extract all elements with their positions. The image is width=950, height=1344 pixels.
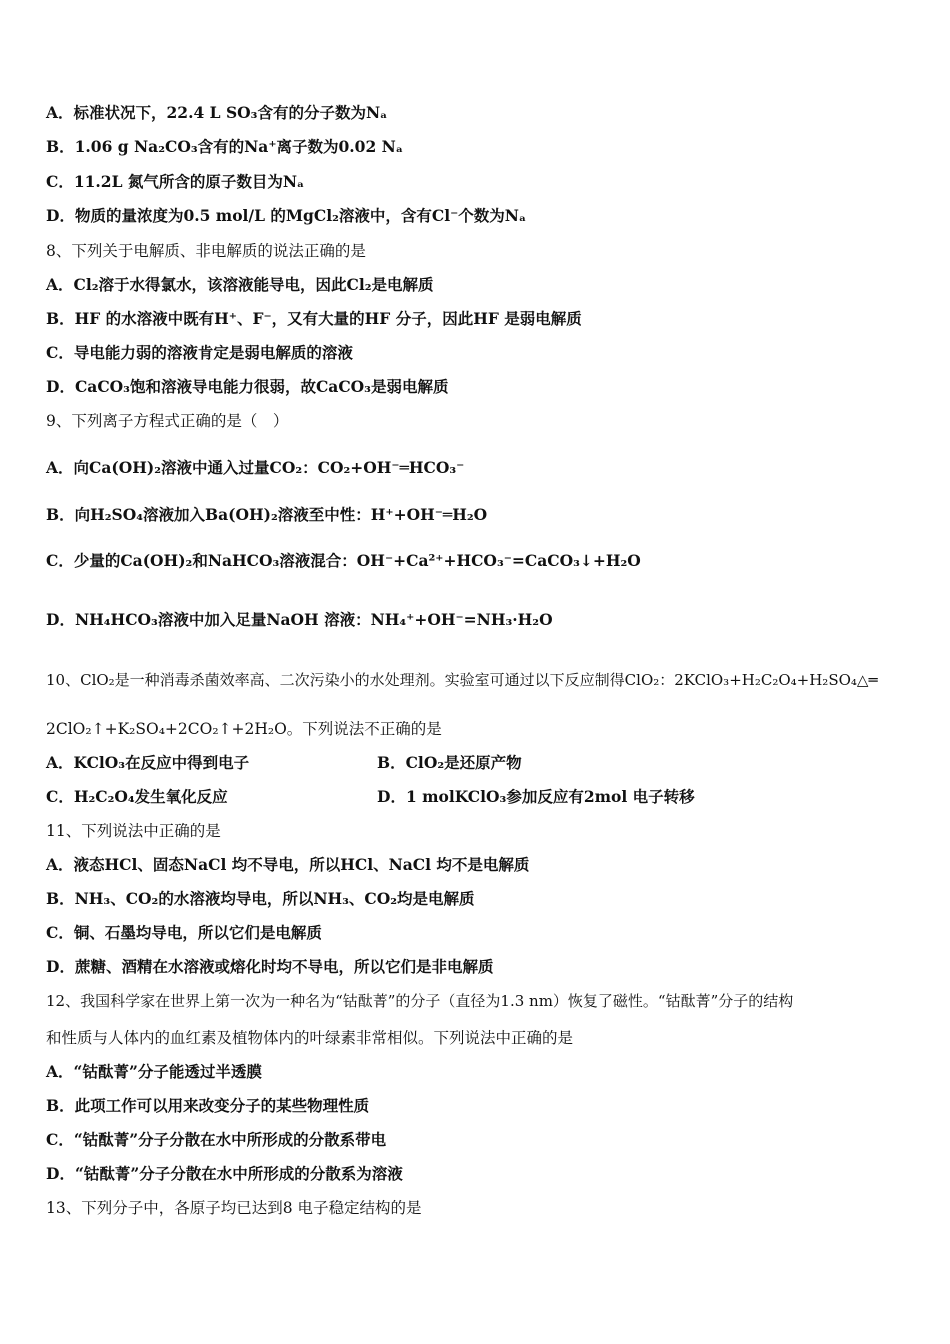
q9-stem: 9、下列离子方程式正确的是（ ） [46, 412, 289, 430]
q8-option-a: A．Cl₂溶于水得氯水，该溶液能导电，因此Cl₂是电解质 [46, 275, 434, 294]
q11-option-d: D．蔗糖、酒精在水溶液或熔化时均不导电，所以它们是非电解质 [46, 957, 494, 976]
q8-stem: 8、下列关于电解质、非电解质的说法正确的是 [46, 242, 366, 260]
q7-option-c: C．11.2L 氮气所含的原子数目为Nₐ [46, 172, 305, 191]
q9-option-d: D．NH₄HCO₃溶液中加入足量NaOH 溶液：NH₄⁺+OH⁻=NH₃·H₂O [46, 610, 553, 629]
q7-option-b: B．1.06 g Na₂CO₃含有的Na⁺离子数为0.02 Nₐ [46, 137, 404, 156]
q12-stem-line1: 12、我国科学家在世界上第一次为一种名为“钴酞菁”的分子（直径为1.3 nm）恢复了磁性。“钴酞菁”分子的结构 [46, 992, 794, 1010]
q11-stem: 11、下列说法中正确的是 [46, 822, 221, 840]
q10-stem-line2: 2ClO₂↑+K₂SO₄+2CO₂↑+2H₂O。下列说法不正确的是 [46, 720, 442, 738]
q11-option-a: A．液态HCl、固态NaCl 均不导电，所以HCl、NaCl 均不是电解质 [46, 855, 530, 874]
q9-option-c: C．少量的Ca(OH)₂和NaHCO₃溶液混合：OH⁻+Ca²⁺+HCO₃⁻=CaCO₃↓+H₂O [46, 551, 641, 570]
q7-option-d: D．物质的量浓度为0.5 mol/L 的MgCl₂溶液中，含有Cl⁻个数为Nₐ [46, 206, 527, 225]
q11-option-c: C．铜、石墨均导电，所以它们是电解质 [46, 923, 322, 942]
q8-option-b: B．HF 的水溶液中既有H⁺、F⁻，又有大量的HF 分子，因此HF 是弱电解质 [46, 309, 582, 328]
q10-option-b: B．ClO₂是还原产物 [377, 753, 522, 772]
q12-option-b: B．此项工作可以用来改变分子的某些物理性质 [46, 1096, 370, 1115]
q12-stem-line2: 和性质与人体内的血红素及植物体内的叶绿素非常相似。下列说法中正确的是 [46, 1029, 574, 1047]
q12-option-d: D．“钴酞菁”分子分散在水中所形成的分散系为溶液 [46, 1164, 403, 1183]
q10-option-a: A．KClO₃在反应中得到电子 [46, 753, 250, 772]
q13-stem: 13、下列分子中，各原子均已达到8 电子稳定结构的是 [46, 1199, 422, 1217]
q10-stem-line1: 10、ClO₂是一种消毒杀菌效率高、二次污染小的水处理剂。实验室可通过以下反应制得ClO₂：2KClO₃+H₂C₂O₄+H₂SO₄△═ [46, 671, 878, 689]
q8-option-d: D．CaCO₃饱和溶液导电能力很弱，故CaCO₃是弱电解质 [46, 377, 449, 396]
q12-option-a: A．“钴酞菁”分子能透过半透膜 [46, 1062, 262, 1081]
q10-option-c: C．H₂C₂O₄发生氧化反应 [46, 787, 228, 806]
q11-option-b: B．NH₃、CO₂的水溶液均导电，所以NH₃、CO₂均是电解质 [46, 889, 475, 908]
q9-option-a: A．向Ca(OH)₂溶液中通入过量CO₂：CO₂+OH⁻═HCO₃⁻ [46, 458, 465, 477]
q12-option-c: C．“钴酞菁”分子分散在水中所形成的分散系带电 [46, 1130, 387, 1149]
q10-option-d: D．1 molKClO₃参加反应有2mol 电子转移 [377, 787, 695, 806]
q9-option-b: B．向H₂SO₄溶液加入Ba(OH)₂溶液至中性：H⁺+OH⁻═H₂O [46, 505, 488, 524]
q8-option-c: C．导电能力弱的溶液肯定是弱电解质的溶液 [46, 343, 353, 362]
q7-option-a: A．标准状况下，22.4 L SO₃含有的分子数为Nₐ [46, 103, 388, 122]
